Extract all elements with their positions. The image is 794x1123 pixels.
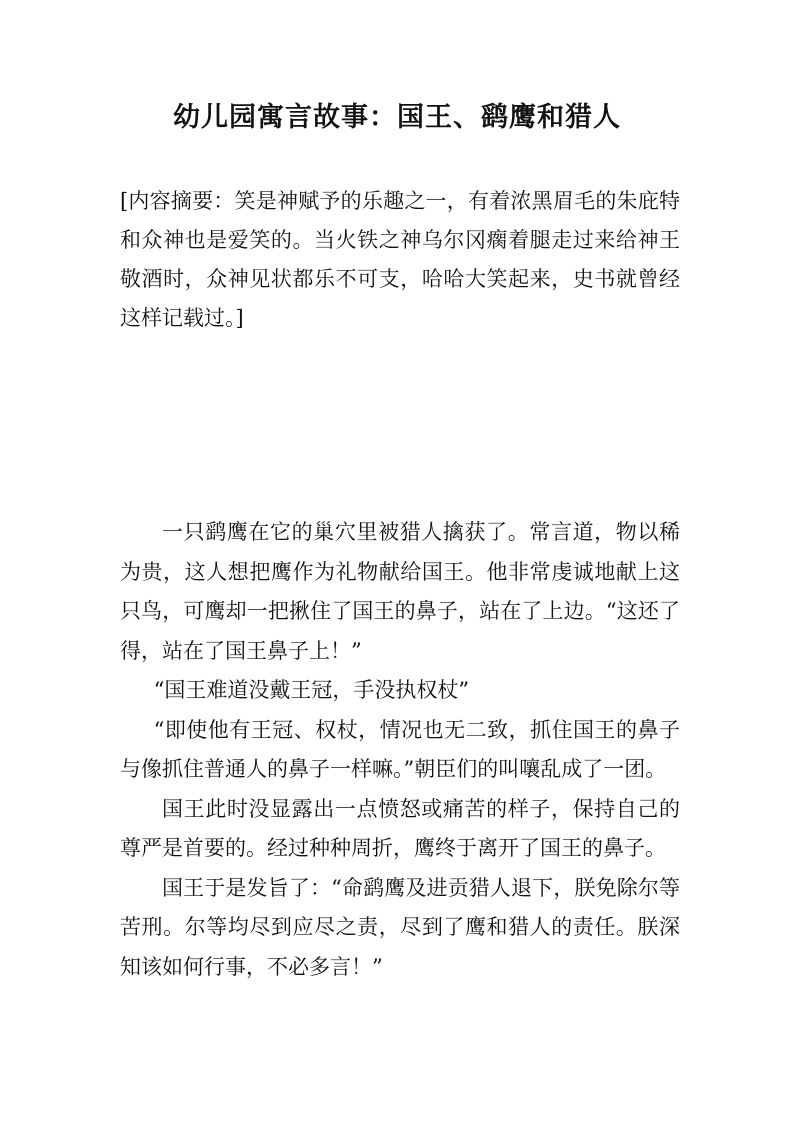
document-title: 幼儿园寓言故事：国王、鹞鹰和猎人: [173, 102, 621, 133]
story-paragraph: “国王难道没戴王冠，手没执权杖”: [153, 678, 470, 702]
story-paragraph: 一只鹞鹰在它的巢穴里被猎人擒获了。常言道，物以稀为贵，这人想把鹰作为礼物献给国王。他非常虔诚地献上这只鸟，可鹰却一把揪住了国王的鼻子，站在了上边。“这还了得，站在了国王鼻子上！”: [120, 520, 680, 663]
story-paragraph: 国王此时没显露出一点愤怒或痛苦的样子，保持自己的尊严是首要的。经过种种周折，鹰终于离开了国王的鼻子。: [120, 796, 680, 860]
story-body: [120, 513, 680, 987]
story-paragraph: “即使他有王冠、权杖，情况也无二致，抓住国王的鼻子与像抓住普通人的鼻子一样嘛。”朝臣们的叫嚷乱成了一团。: [120, 717, 680, 781]
story-paragraph: 国王于是发旨了：“命鹞鹰及进贡猎人退下，朕免除尔等苦刑。尔等均尽到应尽之责，尽到了鹰和猎人的责任。朕深知该如何行事，不必多言！”: [120, 875, 680, 979]
document-abstract: [内容摘要：笑是神赋予的乐趣之一，有着浓黑眉毛的朱庇特和众神也是爱笑的。当火铁之神乌尔冈瘸着腿走过来给神王敬酒时，众神见状都乐不可支，哈哈大笑起来，史书就曾经这样记载过。]: [120, 189, 680, 330]
